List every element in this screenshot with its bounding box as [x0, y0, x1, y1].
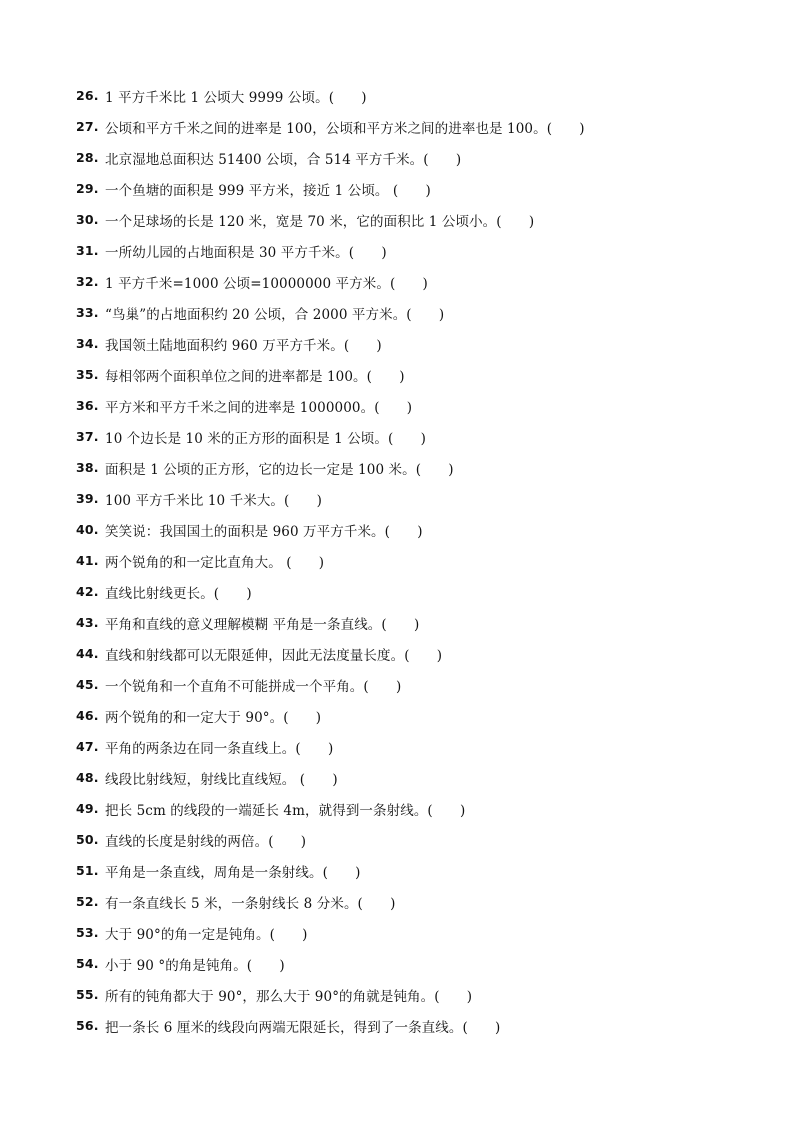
question-number: 44. — [76, 646, 99, 661]
question-text: 大于 90°的角一定是钝角。( ) — [105, 926, 308, 943]
question-item — [76, 824, 766, 855]
question-item — [76, 173, 766, 204]
question-item — [76, 917, 766, 948]
question-text: 1 平方千米=1000 公顷=10000000 平方米。( ) — [105, 275, 428, 292]
question-text: 每相邻两个面积单位之间的进率都是 100。( ) — [105, 368, 405, 385]
question-text: 平方米和平方千米之间的进率是 1000000。( ) — [105, 399, 413, 416]
question-number: 36. — [76, 398, 99, 413]
question-text: 面积是 1 公顷的正方形，它的边长一定是 100 米。( ) — [105, 461, 454, 478]
question-item — [76, 1010, 766, 1041]
question-text: 直线和射线都可以无限延伸，因此无法度量长度。( ) — [105, 647, 443, 664]
question-item — [76, 204, 766, 235]
question-text: 一个锐角和一个直角不可能拼成一个平角。( ) — [105, 678, 402, 695]
question-number: 30. — [76, 212, 99, 227]
question-text: 直线比射线更长。( ) — [105, 585, 252, 602]
question-number: 29. — [76, 181, 99, 196]
question-number: 27. — [76, 119, 99, 134]
question-number: 53. — [76, 925, 99, 940]
question-item — [76, 607, 766, 638]
question-text: 一个足球场的长是 120 米，宽是 70 米，它的面积比 1 公顷小。( ) — [105, 213, 535, 230]
question-number: 42. — [76, 584, 99, 599]
question-item — [76, 452, 766, 483]
question-number: 54. — [76, 956, 99, 971]
question-text: 把长 5cm 的线段的一端延长 4m，就得到一条射线。( ) — [105, 802, 466, 819]
question-item — [76, 297, 766, 328]
question-text: “鸟巢”的占地面积约 20 公顷，合 2000 平方米。( ) — [105, 306, 445, 323]
question-item — [76, 266, 766, 297]
question-number: 33. — [76, 305, 99, 320]
question-text: 两个锐角的和一定比直角大。 ( ) — [105, 554, 325, 571]
question-item — [76, 700, 766, 731]
question-number: 50. — [76, 832, 99, 847]
question-text: 我国领土陆地面积约 960 万平方千米。( ) — [105, 337, 382, 354]
question-text: 一个鱼塘的面积是 999 平方米，接近 1 公顷。 ( ) — [105, 182, 431, 199]
question-text: 10 个边长是 10 米的正方形的面积是 1 公顷。( ) — [105, 430, 426, 447]
question-number: 31. — [76, 243, 99, 258]
question-item — [76, 762, 766, 793]
question-number: 26. — [76, 88, 99, 103]
question-number: 47. — [76, 739, 99, 754]
question-text: 100 平方千米比 10 千米大。( ) — [105, 492, 322, 509]
question-number: 45. — [76, 677, 99, 692]
question-number: 34. — [76, 336, 99, 351]
question-text: 笑笑说：我国国土的面积是 960 万平方千米。( ) — [105, 523, 423, 540]
question-number: 55. — [76, 987, 99, 1002]
question-item — [76, 483, 766, 514]
question-item — [76, 142, 766, 173]
question-number: 56. — [76, 1018, 99, 1033]
question-text: 一所幼儿园的占地面积是 30 平方千米。( ) — [105, 244, 387, 261]
question-number: 37. — [76, 429, 99, 444]
question-item — [76, 731, 766, 762]
question-item — [76, 421, 766, 452]
question-item — [76, 359, 766, 390]
question-item — [76, 948, 766, 979]
question-list — [76, 80, 766, 1041]
question-item — [76, 576, 766, 607]
question-number: 51. — [76, 863, 99, 878]
question-item — [76, 886, 766, 917]
question-item — [76, 638, 766, 669]
question-item — [76, 111, 766, 142]
question-text: 线段比射线短，射线比直线短。 ( ) — [105, 771, 338, 788]
question-text: 平角和直线的意义理解模糊 平角是一条直线。( ) — [105, 616, 420, 633]
question-item — [76, 390, 766, 421]
question-item — [76, 855, 766, 886]
question-number: 41. — [76, 553, 99, 568]
question-number: 28. — [76, 150, 99, 165]
question-number: 43. — [76, 615, 99, 630]
question-text: 有一条直线长 5 米，一条射线长 8 分米。( ) — [105, 895, 396, 912]
question-number: 46. — [76, 708, 99, 723]
question-text: 公顷和平方千米之间的进率是 100，公顷和平方米之间的进率也是 100。( ) — [105, 120, 585, 137]
question-text: 小于 90 °的角是钝角。( ) — [105, 957, 285, 974]
question-item — [76, 328, 766, 359]
question-number: 48. — [76, 770, 99, 785]
question-number: 39. — [76, 491, 99, 506]
question-text: 两个锐角的和一定大于 90°。( ) — [105, 709, 322, 726]
question-item — [76, 235, 766, 266]
question-item — [76, 793, 766, 824]
question-item — [76, 979, 766, 1010]
question-item — [76, 80, 766, 111]
question-number: 35. — [76, 367, 99, 382]
question-text: 直线的长度是射线的两倍。( ) — [105, 833, 307, 850]
question-item — [76, 545, 766, 576]
question-text: 所有的钝角都大于 90°，那么大于 90°的角就是钝角。( ) — [105, 988, 473, 1005]
question-text: 平角的两条边在同一条直线上。( ) — [105, 740, 334, 757]
question-text: 北京湿地总面积达 51400 公顷，合 514 平方千米。( ) — [105, 151, 462, 168]
question-text: 1 平方千米比 1 公顷大 9999 公顷。( ) — [105, 89, 367, 106]
question-number: 40. — [76, 522, 99, 537]
question-number: 38. — [76, 460, 99, 475]
question-number: 52. — [76, 894, 99, 909]
question-text: 把一条长 6 厘米的线段向两端无限延长，得到了一条直线。( ) — [105, 1019, 501, 1036]
question-item — [76, 514, 766, 545]
question-item — [76, 669, 766, 700]
question-number: 49. — [76, 801, 99, 816]
question-number: 32. — [76, 274, 99, 289]
question-text: 平角是一条直线，周角是一条射线。( ) — [105, 864, 361, 881]
